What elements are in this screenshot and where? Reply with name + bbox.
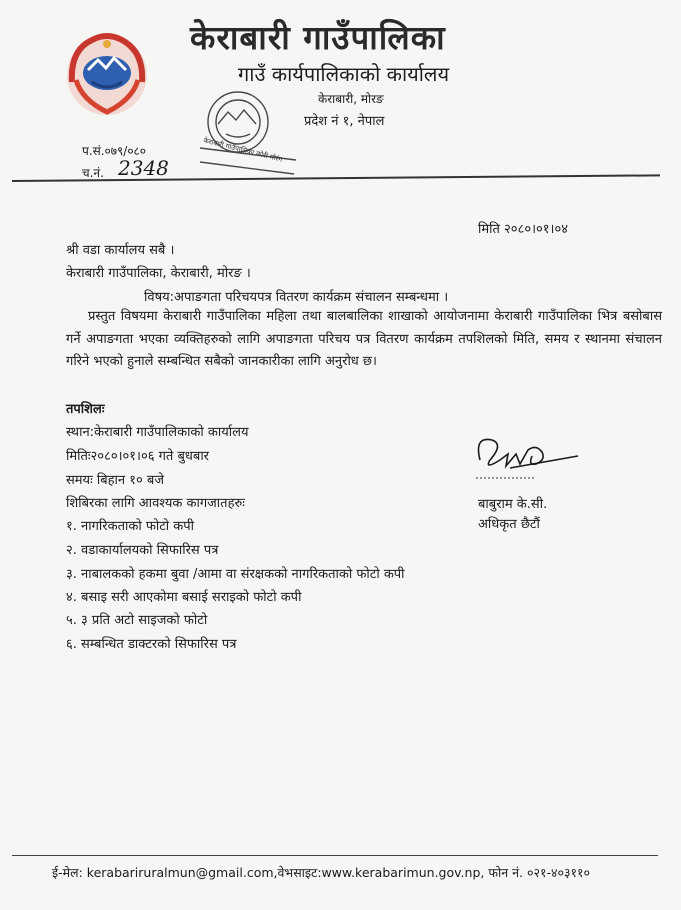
dispatch-number: 2348 (118, 156, 169, 180)
venue-line: स्थान:केराबारी गाउँपालिकाको कार्यालय (66, 425, 249, 440)
event-date-line: मितिः२०८०।०१।०६ गते बुधबार (66, 449, 209, 464)
event-time-line: समयः बिहान १० बजे (66, 473, 164, 488)
address-line-1: केराबारी, मोरङ (318, 92, 384, 106)
stamp-text: केराबारी गाउँपालिका कोरी मोरंग (202, 136, 284, 164)
address-line-2: प्रदेश नं १, नेपाल (304, 114, 385, 129)
office-seal-stamp (196, 88, 304, 186)
recipient-line-2: केराबारी गाउँपालिका, केराबारी, मोरङ । (66, 266, 251, 281)
nepal-emblem-logo (62, 30, 152, 120)
body-paragraph (66, 306, 662, 374)
recipient-line-1: श्री वडा कार्यालय सबै । (66, 243, 175, 258)
document-item: ३. नाबालकको हकमा बुवा /आमा वा संरक्षकको नागरिकताको फोटो कपी (66, 567, 405, 582)
office-name: केराबारी गाउँपालिका (190, 18, 446, 57)
subject-line: विषय:अपाङगता परिचयपत्र वितरण कार्यक्रम संचालन सम्बन्धमा । (144, 290, 449, 305)
header-divider (12, 174, 660, 182)
document-item: १. नागरिकताको फोटो कपी (66, 519, 195, 534)
body-text: प्रस्तुत विषयमा केराबारी गाउँपालिका महिला तथा बालबालिका शाखाको आयोजनामा केराबारी गाउँपालिका भित्र बसोबास गर्ने अपाङगता भएका व्यक्तिहरुको लागि अपाङगता परिचय पत्र वितरण कार्यक्रम तपशिलको मिति, समय र स्थानमा संचालन गरिने भएको हुनाले सम्बन्धित सबैको जानकारीका लागि अनुरोध छ। (66, 309, 662, 369)
letter-number: प.सं.०७९/०८० (82, 144, 147, 158)
documents-heading: शिबिरका लागि आवश्यक कागजातहरुः (66, 496, 245, 511)
footer-divider (12, 855, 658, 856)
signatory-title: अधिकृत छैटौं (478, 517, 540, 532)
document-item: ४. बसाइ सरी आएकोमा बसाई सराइको फोटो कपी (66, 590, 302, 605)
handwritten-signature (470, 430, 580, 485)
document-item: ५. ३ प्रति अटो साइजको फोटो (66, 613, 208, 628)
document-item: ६. सम्बन्धित डाक्टरको सिफारिस पत्र (66, 637, 237, 652)
signatory-name: बाबुराम के.सी. (478, 497, 548, 512)
letter-date: मिति २०८०।०१।०४ (478, 222, 568, 237)
details-heading: तपशिलः (66, 402, 105, 417)
office-subtitle: गाउँ कार्यपालिकाको कार्यालय (238, 62, 450, 86)
footer-contact: ई-मेल: kerabariruralmun@gmail.com,वेभसाइट:www.kerabarimun.gov.np, फोन नं. ०२१-४०३११० (52, 865, 591, 880)
dispatch-number-label: च.नं. (82, 166, 104, 180)
document-item: २. वडाकार्यालयको सिफारिस पत्र (66, 543, 219, 558)
